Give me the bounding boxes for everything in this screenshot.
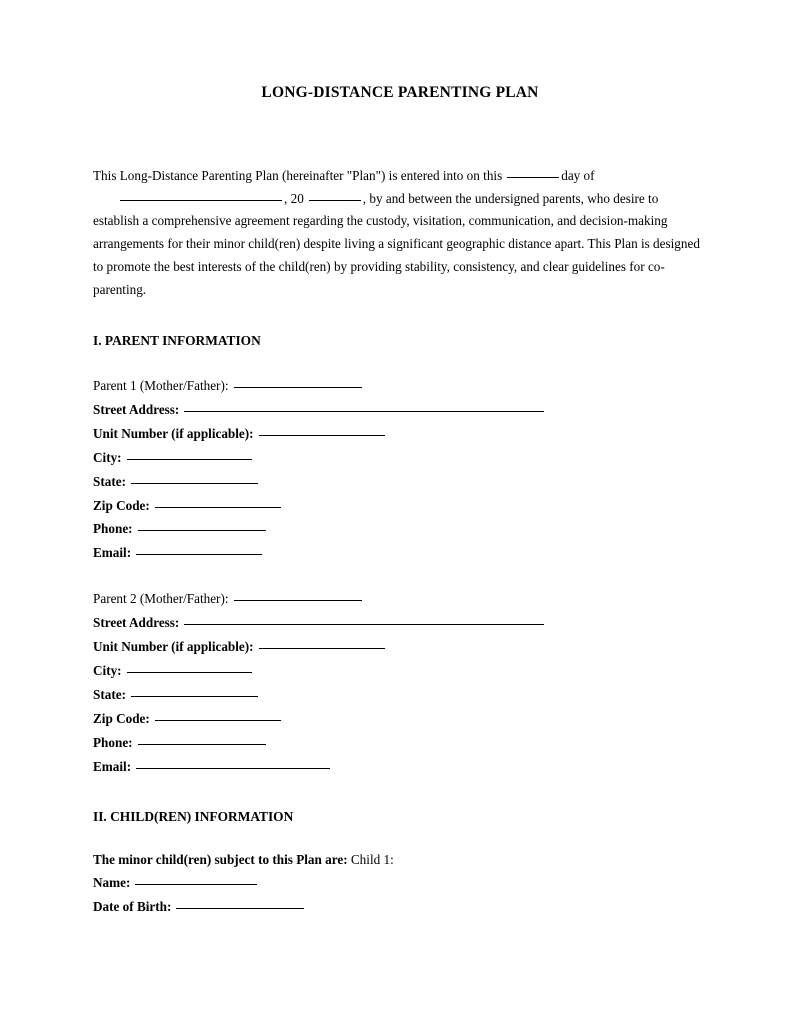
parent-1-zip-code-input[interactable] [155, 507, 281, 508]
year-blank-field[interactable] [309, 200, 361, 201]
field-label: Unit Number (if applicable): [93, 425, 254, 441]
field-row-parent-1-email [93, 541, 707, 565]
intro-paragraph [93, 103, 707, 302]
field-row-parent-2-email [93, 755, 707, 779]
field-row-parent-2-street-address [93, 611, 707, 635]
field-label: Parent 1 (Mother/Father): [93, 378, 229, 394]
parent-2-unit-number-input[interactable] [259, 648, 385, 649]
field-row-parent-2-unit-number [93, 635, 707, 659]
parent-2-city-input[interactable] [127, 672, 252, 673]
parent-2-street-address-input[interactable] [184, 624, 544, 625]
field-label: Street Address: [93, 615, 180, 631]
parent-2-name-input[interactable] [234, 600, 362, 601]
field-row-parent-2-city [93, 659, 707, 683]
parent-2-field-group [93, 565, 707, 778]
field-row-parent-2-name [93, 587, 707, 611]
parent-1-phone-input[interactable] [138, 530, 266, 531]
intro-text-part-4: , by and between the undersigned parents, who desire to establish a comprehensive agreement regarding the custody, visitation, communication, and decision-making arrangements for their minor child(ren) despite living a significant geographic distance apart. This Plan is designed to promote the best interests of the child(ren) by providing stability, consistency, and clear guidelines for co-parenting. [93, 190, 700, 298]
parent-2-state-input[interactable] [131, 696, 258, 697]
field-row-children-intro [93, 848, 707, 872]
field-row-parent-1-city [93, 446, 707, 470]
section-heading-children-information: II. CHILD(REN) INFORMATION [93, 808, 294, 824]
parent-2-zip-code-input[interactable] [155, 720, 281, 721]
field-label: Unit Number (if applicable): [93, 639, 254, 655]
field-label: Zip Code: [93, 497, 150, 513]
field-label: State: [93, 686, 126, 702]
parent-1-name-input[interactable] [234, 387, 362, 388]
intro-text-part-1: This Long-Distance Parenting Plan (hereinafter "Plan") is entered into on this [93, 167, 503, 183]
parent-2-phone-input[interactable] [138, 744, 266, 745]
month-blank-field[interactable] [120, 200, 282, 201]
child-1-field-group [93, 827, 707, 920]
child-1-date-of-birth-input[interactable] [176, 908, 304, 909]
field-row-parent-1-zip-code [93, 494, 707, 518]
field-label: Name: [93, 875, 131, 891]
field-label: Street Address: [93, 401, 180, 417]
parent-1-city-input[interactable] [127, 459, 252, 460]
field-label: Zip Code: [93, 710, 150, 726]
field-label: Email: [93, 545, 132, 561]
page-content [93, 0, 707, 919]
field-label: City: [93, 449, 122, 465]
children-intro-label: The minor child(ren) subject to this Plan are: [93, 851, 348, 867]
day-blank-field[interactable] [507, 177, 559, 178]
field-row-parent-1-street-address [93, 398, 707, 422]
intro-text-part-3: , 20 [284, 190, 304, 206]
parent-1-state-input[interactable] [131, 483, 258, 484]
field-label: City: [93, 663, 122, 678]
field-label: Date of Birth: [93, 899, 172, 915]
intro-text-part-2: day of [561, 167, 595, 183]
field-row-parent-1-unit-number [93, 422, 707, 446]
field-label: Phone: [93, 521, 133, 537]
parent-1-unit-number-input[interactable] [259, 435, 385, 436]
page-title: LONG-DISTANCE PARENTING PLAN [261, 84, 539, 101]
child-1-label: Child 1: [350, 851, 394, 867]
field-label: Email: [93, 758, 132, 774]
parent-2-email-input[interactable] [136, 768, 330, 769]
field-label: State: [93, 473, 126, 489]
field-row-parent-2-state [93, 683, 707, 707]
child-1-name-input[interactable] [135, 884, 257, 885]
field-label: Phone: [93, 734, 133, 750]
field-row-child-1-name [93, 871, 707, 895]
field-label: Parent 2 (Mother/Father): [93, 591, 229, 607]
field-row-parent-1-state [93, 470, 707, 494]
field-row-parent-1-phone [93, 517, 707, 541]
parent-1-email-input[interactable] [136, 554, 262, 555]
field-row-parent-2-zip-code [93, 707, 707, 731]
field-row-parent-2-phone [93, 731, 707, 755]
field-row-child-1-date-of-birth [93, 895, 707, 919]
parent-1-street-address-input[interactable] [184, 411, 544, 412]
field-row-parent-1-name [93, 374, 707, 398]
parent-1-field-group [93, 351, 707, 565]
section-heading-parent-information: I. PARENT INFORMATION [93, 333, 261, 349]
